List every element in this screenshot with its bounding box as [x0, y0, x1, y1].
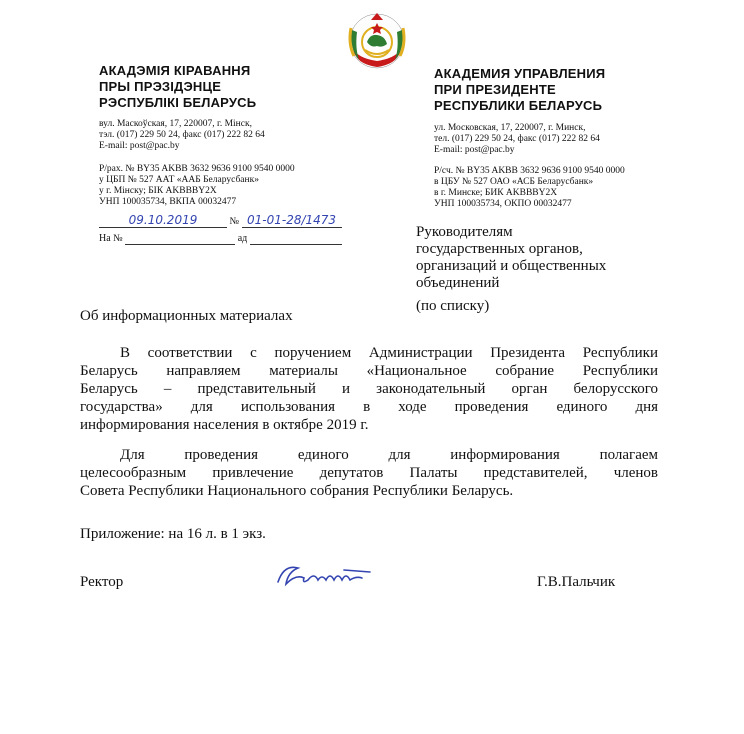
- signatory-position: Ректор: [80, 574, 124, 590]
- outgoing-date: 09.10.2019: [128, 213, 198, 227]
- recipient-line: Руководителям: [416, 224, 513, 240]
- paragraph-2: [80, 446, 658, 500]
- paragraph-line: государства» для использования в ходе проведения единого дня: [80, 399, 658, 415]
- paragraph-line: Беларусь направляем материалы «Национальное собрание Республики: [80, 363, 658, 379]
- org-title-ru-line: ПРИ ПРЕЗИДЕНТЕ: [434, 82, 556, 97]
- handwritten-signature: [274, 558, 394, 594]
- email-line: E-mail: post@pac.by: [99, 141, 180, 151]
- coat-of-arms-icon: [345, 8, 409, 70]
- org-title-ru-line: АКАДЕМИЯ УПРАВЛЕНИЯ: [434, 66, 606, 81]
- number-label: №: [229, 216, 240, 227]
- bank-line: у ЦБП № 527 ААТ «ААБ Беларусбанк»: [99, 175, 259, 185]
- recipient-line: объединений: [416, 275, 500, 291]
- bank-line: УНП 100035734, ВКПА 00032477: [99, 197, 237, 207]
- address-line: тел. (017) 229 50 24, факс (017) 222 82 64: [434, 134, 600, 144]
- recipient-line: организаций и общественных: [416, 258, 607, 274]
- recipient-note: (по списку): [416, 298, 490, 314]
- signatory-name: Г.В.Пальчик: [537, 574, 616, 590]
- recipient-line: государственных органов,: [416, 241, 583, 257]
- registration-row: [99, 213, 349, 228]
- org-address-ru: [434, 123, 600, 156]
- paragraph-line: целесообразным привлечение депутатов Палаты представителей, членов: [80, 465, 658, 481]
- subject: Об информационных материалах: [80, 308, 293, 324]
- recipient-block: [416, 224, 606, 315]
- outgoing-number: 01-01-28/1473: [247, 213, 337, 227]
- paragraph-line: В соответствии с поручением Администрации Президента Республики: [120, 345, 658, 361]
- outgoing-number-field: [242, 213, 342, 228]
- bank-line: Р/рах. № BY35 AKBB 3632 9636 9100 9540 0000: [99, 164, 295, 174]
- org-bank-ru: [434, 166, 625, 210]
- reference-row: [99, 233, 349, 245]
- org-title-by: [99, 63, 256, 111]
- emblem: [345, 8, 409, 70]
- org-address-by: [99, 119, 265, 152]
- signature-icon: [274, 558, 394, 594]
- na-label: На №: [99, 233, 123, 244]
- org-title-ru: [434, 66, 605, 114]
- org-title-by-line: ПРЫ ПРЭЗІДЭНЦЕ: [99, 79, 222, 94]
- org-title-by-line: РЭСПУБЛІКІ БЕЛАРУСЬ: [99, 95, 257, 110]
- email-line: E-mail: post@pac.by: [434, 145, 515, 155]
- bank-line: Р/сч. № BY35 AKBB 3632 9636 9100 9540 0000: [434, 166, 625, 176]
- attachment-note: Приложение: на 16 л. в 1 экз.: [80, 526, 266, 542]
- bank-line: у г. Мінску; БІК AKBBBY2X: [99, 186, 217, 196]
- address-line: тэл. (017) 229 50 24, факс (017) 222 82 64: [99, 130, 265, 140]
- paragraph-line: информирования населения в октябре 2019 г.: [80, 417, 369, 433]
- paragraph-line: Беларусь – представительный и законодательный орган белорусского: [80, 381, 658, 397]
- paragraph-line: Совета Республики Национального собрания Республики Беларусь.: [80, 483, 514, 499]
- paragraph-line: Для проведения единого для информирования полагаем: [120, 447, 658, 463]
- reference-number-field: [125, 233, 235, 245]
- org-title-ru-line: РЕСПУБЛИКИ БЕЛАРУСЬ: [434, 98, 603, 113]
- bank-line: УНП 100035734, ОКПО 00032477: [434, 199, 572, 209]
- bank-line: в г. Минске; БИК AKBBBY2X: [434, 188, 558, 198]
- bank-line: в ЦБУ № 527 ОАО «АСБ Беларусбанк»: [434, 177, 594, 187]
- outgoing-date-field: [99, 213, 227, 228]
- ad-label: ад: [237, 233, 248, 244]
- org-bank-by: [99, 164, 295, 208]
- paragraph-1: [80, 344, 658, 434]
- address-line: вул. Маскоўская, 17, 220007, г. Мінск,: [99, 119, 252, 129]
- reference-date-field: [250, 233, 342, 245]
- org-title-by-line: АКАДЭМІЯ КІРАВАННЯ: [99, 63, 251, 78]
- address-line: ул. Московская, 17, 220007, г. Минск,: [434, 123, 586, 133]
